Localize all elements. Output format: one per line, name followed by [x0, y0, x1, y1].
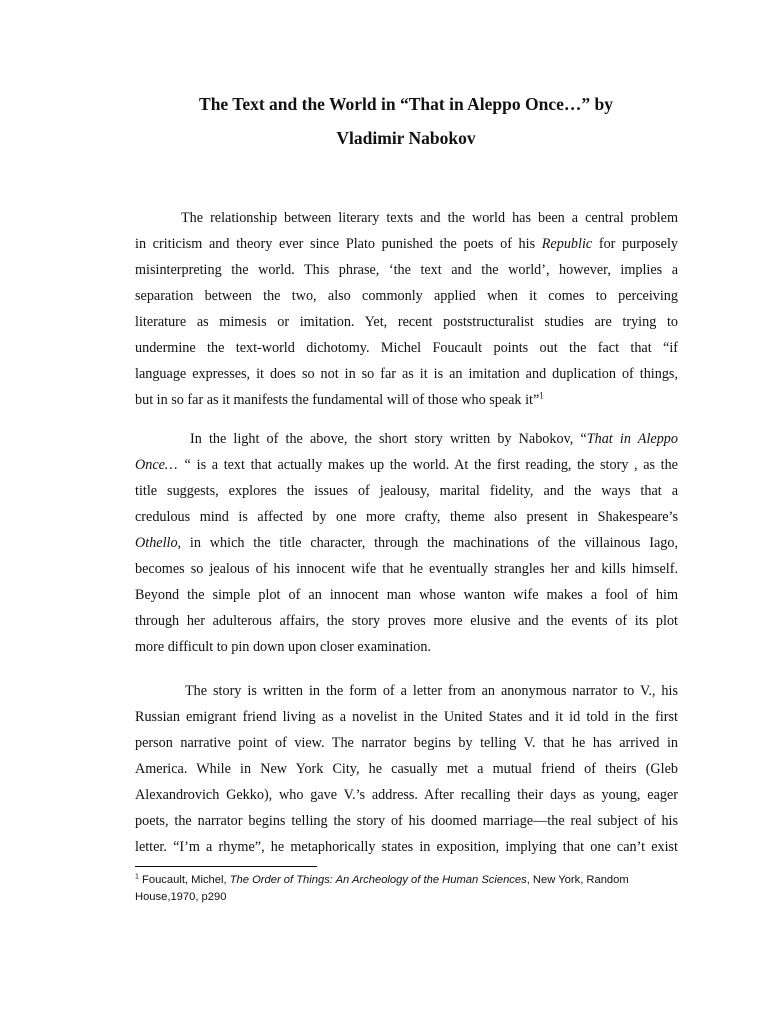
text-segment: more difficult to pin down upon closer examination.	[135, 639, 432, 655]
text-segment: in criticism and theory ever since Plato punished the poets of his	[135, 236, 542, 252]
text-segment: becomes so jealous of his innocent wife that he eventually strangles her and kills himself.	[135, 561, 678, 577]
paragraph-line	[135, 260, 678, 280]
paragraph-line	[135, 759, 678, 779]
paragraph-line	[135, 533, 678, 553]
paragraph-line	[190, 429, 678, 449]
text-segment: undermine the text-world dichotomy. Michel Foucault points out the fact that “if	[135, 340, 678, 356]
text-segment: poets, the narrator begins telling the story of his doomed marriage—the real subject of his	[135, 813, 678, 829]
text-segment: separation between the two, also commonly applied when it comes to perceiving	[135, 288, 678, 304]
paragraph-line	[135, 785, 678, 805]
text-segment: literature as mimesis or imitation. Yet, recent poststructuralist studies are trying to	[135, 314, 678, 330]
text-segment: person narrative point of view. The narrator begins by telling V. that he has arrived in	[135, 735, 678, 751]
paragraph-line	[135, 481, 678, 501]
paragraph-line	[135, 611, 678, 631]
text-segment: Beyond the simple plot of an innocent man whose wanton wife makes a fool of him	[135, 587, 678, 603]
text-segment: in which the title character, through the machinations of the villainous Iago,	[181, 535, 678, 551]
text-segment: through her adulterous affairs, the story proves more elusive and the events of its plot	[135, 613, 678, 629]
text-segment: credulous mind is affected by one more crafty, theme also present in Shakespeare’s	[135, 509, 678, 525]
footnote-line	[135, 871, 695, 889]
text-segment: but in so far as it manifests the fundamental will of those who speak it”	[135, 392, 540, 408]
paragraph-line	[135, 507, 678, 527]
document-title-line-1: The Text and the World in “That in Aleppo Once…” by	[199, 94, 613, 114]
paragraph-line	[135, 811, 678, 831]
footnote-separator	[135, 866, 317, 867]
text-segment: The relationship between literary texts and the world has been a central problem	[181, 210, 678, 226]
paragraph-line	[181, 208, 678, 228]
text-segment: language expresses, it does so not in so far as it is an imitation and duplication of things,	[135, 366, 678, 382]
paragraph-line	[135, 707, 678, 727]
text-segment: Alexandrovich Gekko), who gave V.’s address. After recalling their days as young, eager	[135, 787, 678, 803]
text-segment: In the light of the above, the short story written by Nabokov, “	[190, 431, 587, 447]
paragraph-line	[135, 455, 678, 475]
italic-text: Once… “	[135, 457, 192, 473]
document-title-line-2: Vladimir Nabokov	[336, 128, 476, 148]
paragraph-line	[135, 837, 678, 857]
text-segment: misinterpreting the world. This phrase, ‘the text and the world’, however, implies a	[135, 262, 678, 278]
paragraph-line	[135, 585, 678, 605]
paragraph-line	[135, 286, 678, 306]
footnote-marker: 1	[539, 390, 544, 401]
text-segment: , New York, Random	[526, 874, 629, 886]
italic-text: Republic	[541, 236, 593, 252]
paragraph-line	[185, 681, 678, 701]
text-segment: letter. “I’m a rhyme”, he metaphorically states in exposition, implying that one can’t exist	[135, 839, 678, 855]
paragraph-line	[135, 338, 678, 358]
paragraph-line	[135, 234, 678, 254]
paragraph-line	[135, 733, 678, 753]
italic-text: Othello,	[135, 535, 182, 551]
paragraph-line	[135, 312, 678, 332]
text-segment: America. While in New York City, he casually met a mutual friend of theirs (Gleb	[135, 761, 678, 777]
footnote-marker: 1	[135, 873, 139, 881]
italic-text: That in Aleppo	[586, 431, 678, 447]
italic-text: The Order of Things: An Archeology of the Human Sciences	[229, 874, 527, 886]
text-segment: is a text that actually makes up the world. At the first reading, the story , as the	[191, 457, 678, 473]
text-segment: Russian emigrant friend living as a novelist in the United States and it id told in the first	[135, 709, 678, 725]
text-segment: Foucault, Michel,	[138, 874, 230, 886]
text-segment: title suggests, explores the issues of jealousy, marital fidelity, and the ways that a	[135, 483, 678, 499]
paragraph-line	[135, 364, 678, 384]
paragraph-line	[135, 390, 678, 410]
text-segment: The story is written in the form of a letter from an anonymous narrator to V., his	[185, 683, 678, 699]
text-segment: for purposely	[592, 236, 678, 252]
paragraph-line	[135, 637, 678, 657]
footnote-line: House,1970, p290	[135, 891, 227, 903]
paragraph-line	[135, 559, 678, 579]
